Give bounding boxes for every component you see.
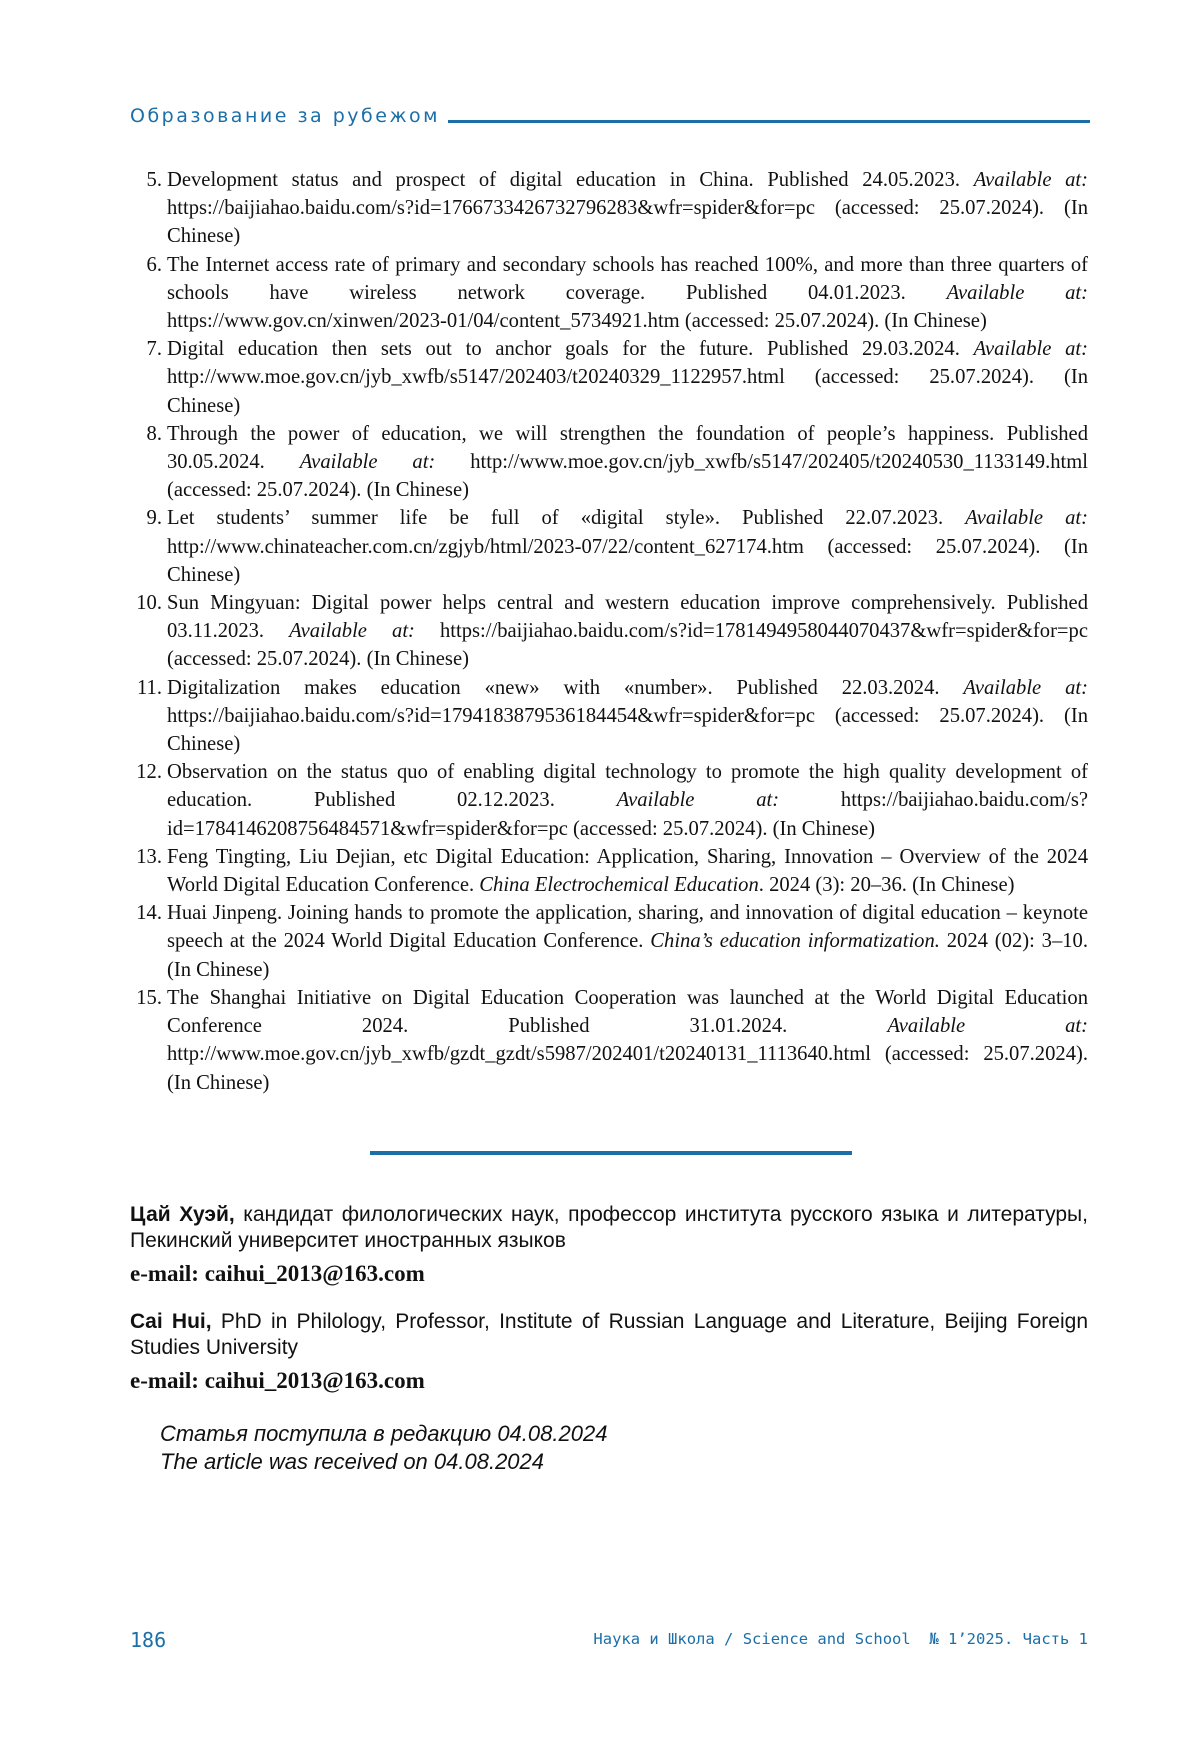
reference-item <box>130 674 1088 759</box>
reference-number: 12. <box>136 761 162 784</box>
reference-text: Observation on the status quo of enabling digital technology to promote the high quality development of education. Published 02.12.2023. Available at: https://baijiahao.baidu.com/s?id=1784146208756484571&wfr=spider&for=pc (accessed: 25.07.2024). (In Chinese) <box>167 761 1088 840</box>
reference-item <box>130 166 1088 251</box>
reference-number: 7. <box>146 338 162 361</box>
journal-issue: № 1’2025. Часть 1 <box>929 1630 1088 1648</box>
page-number: 186 <box>130 1628 167 1652</box>
reference-text: The Internet access rate of primary and secondary schools has reached 100%, and more than three quarters of schools have wireless network coverage. Published 04.01.2023. Available at: https://www.gov.cn/xinwen/2023-01/04/content_5734921.htm (accessed: 25.07.2024). (In Chinese) <box>167 253 1088 333</box>
reference-text: Feng Tingting, Liu Dejian, etc Digital Education: Application, Sharing, Innovation – Overview of the 2024 World Digital Education Conference. China Electrochemical Education. 2024 (3): 20–36. (In Chinese) <box>167 845 1088 897</box>
reference-item <box>130 504 1088 589</box>
reference-number: 15. <box>136 986 162 1009</box>
reference-item <box>130 335 1088 420</box>
author-info-ru <box>130 1202 1088 1254</box>
journal-footer <box>593 1630 1088 1648</box>
reference-number: 6. <box>146 253 162 276</box>
reference-text: Development status and prospect of digital education in China. Published 24.05.2023. Available at: https://baijiahao.baidu.com/s?id=1766733426732796283&wfr=spider&for=pc (accessed: 25.07.2024). (In Chinese) <box>167 169 1088 248</box>
reference-text: Through the power of education, we will strengthen the foundation of people’s happiness. Published 30.05.2024. Available at: http://www.moe.gov.cn/jyb_xwfb/s5147/202405/t20240530_1133149.html (accessed: 25.07.2024). (In Chinese) <box>167 422 1088 502</box>
reference-text: Huai Jinpeng. Joining hands to promote the application, sharing, and innovation of digital education – keynote speech at the 2024 World Digital Education Conference. China’s education informatization. 2024 (02): 3–10. (In Chinese) <box>167 902 1088 981</box>
reference-number: 9. <box>146 507 162 530</box>
journal-name: Наука и Школа / Science and School <box>593 1630 911 1648</box>
section-title: Образование за рубежом <box>130 105 441 127</box>
running-header <box>130 104 1090 130</box>
author-info-en <box>130 1309 1088 1361</box>
reference-item <box>130 758 1088 843</box>
reference-text: Sun Mingyuan: Digital power helps central and western education improve comprehensively. Published 03.11.2023. Available at: https://baijiahao.baidu.com/s?id=1781494958044070437&wfr=spider&for=pc (accessed: 25.07.2024). (In Chinese) <box>167 592 1088 671</box>
reference-list <box>130 166 1088 1097</box>
author-email-en: e-mail: caihui_2013@163.com <box>130 1368 425 1393</box>
author-description: кандидат филологических наук, профессор института русского языка и литературы, Пекинский университет иностранных языков <box>130 1203 1088 1252</box>
author-email-ru: e-mail: caihui_2013@163.com <box>130 1261 425 1286</box>
received-date-en: The article was received on 04.08.2024 <box>160 1449 545 1474</box>
received-date-ru: Статья поступила в редакцию 04.08.2024 <box>160 1421 608 1446</box>
reference-number: 10. <box>136 592 162 615</box>
section-divider <box>370 1151 852 1155</box>
reference-item <box>130 420 1088 505</box>
reference-text: Digitalization makes education «new» with «number». Published 22.03.2024. Available at: https://baijiahao.baidu.com/s?id=1794183879536184454&wfr=spider&for=pc (accessed: 25.07.2024). (In Chinese) <box>167 676 1088 756</box>
reference-item <box>130 899 1088 984</box>
reference-item <box>130 984 1088 1097</box>
reference-item <box>130 251 1088 336</box>
reference-item <box>130 843 1088 899</box>
reference-text: The Shanghai Initiative on Digital Education Cooperation was launched at the World Digital Education Conference 2024. Published 31.01.2024. Available at: http://www.moe.gov.cn/jyb_xwfb/gzdt_gzdt/s5987/202401/t20240131_1113640.html (accessed: 25.07.2024). (In Chinese) <box>167 986 1088 1094</box>
author-name: Cai Hui, <box>130 1310 212 1333</box>
reference-number: 5. <box>146 169 162 191</box>
author-description: PhD in Philology, Professor, Institute of Russian Language and Literature, Beijing Foreign Studies University <box>130 1310 1088 1359</box>
header-rule <box>448 120 1090 123</box>
author-name: Цай Хуэй, <box>130 1203 235 1226</box>
reference-number: 13. <box>136 845 162 868</box>
reference-text: Digital education then sets out to anchor goals for the future. Published 29.03.2024. Available at: http://www.moe.gov.cn/jyb_xwfb/s5147/202403/t20240329_1122957.html (accessed: 25.07.2024). (In Chinese) <box>167 338 1088 417</box>
reference-number: 8. <box>146 422 162 445</box>
reference-number: 11. <box>137 676 162 699</box>
reference-text: Let students’ summer life be full of «digital style». Published 22.07.2023. Available at: http://www.chinateacher.com.cn/zgjyb/html/2023-07/22/content_627174.htm (accessed: 25.07.2024). (In Chinese) <box>167 507 1089 586</box>
reference-number: 14. <box>136 902 162 925</box>
reference-item <box>130 589 1088 674</box>
